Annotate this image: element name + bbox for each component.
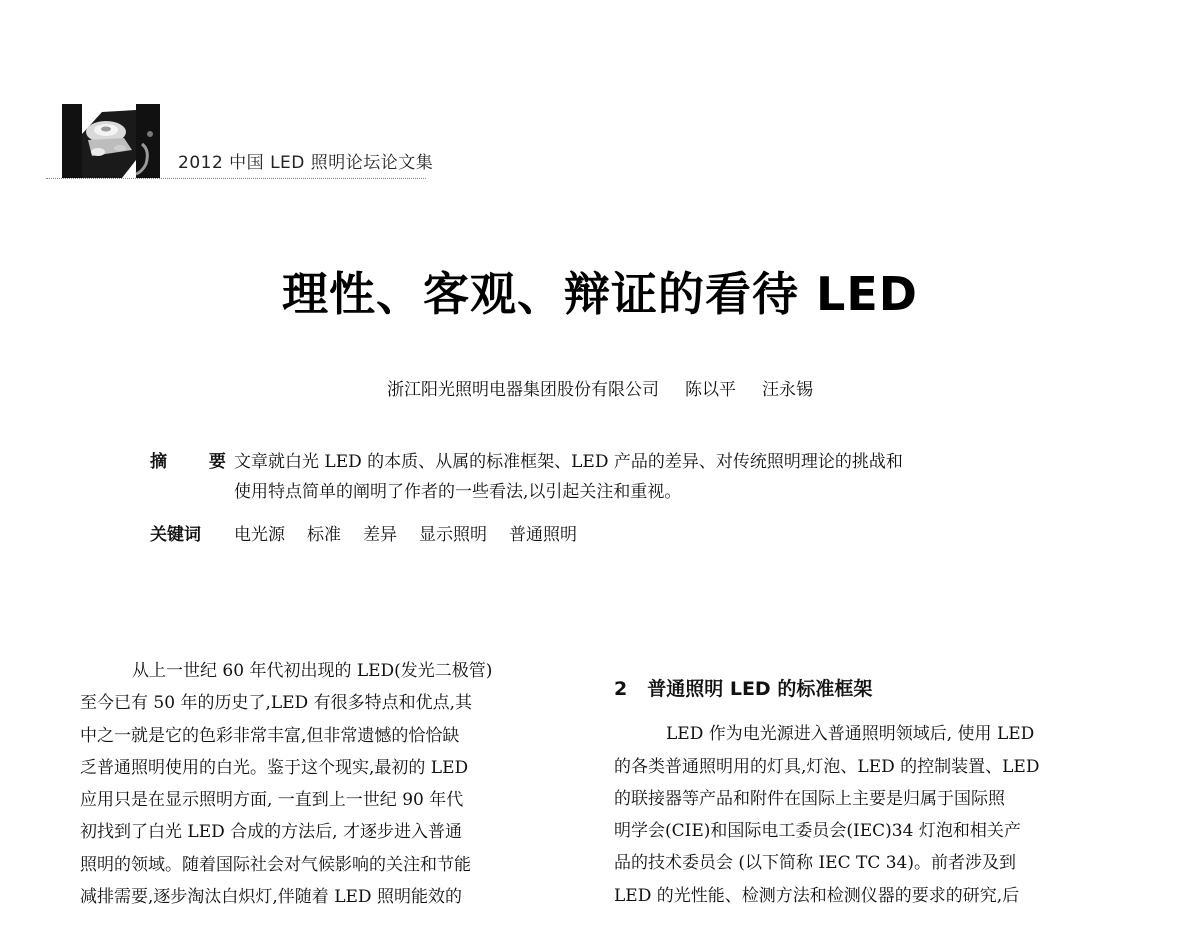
body-line: 明学会(CIE)和国际电工委员会(IEC)34 灯泡和相关产 [614,821,1021,842]
section-number: 2 [614,678,628,700]
author-name: 陈以平 [685,380,736,400]
body-line: 照明的领域。随着国际社会对气候影响的关注和节能 [80,854,471,875]
section-title: 普通照明 LED 的标准框架 [647,678,873,700]
body-line: 的各类普通照明用的灯具,灯泡、LED 的控制装置、LED [614,756,1040,777]
keywords-label: 关键词 [150,525,201,545]
body-line: 从上一世纪 60 年代初出现的 LED(发光二极管) [132,661,493,681]
keyword: 普通照明 [509,525,577,545]
keyword: 显示照明 [419,525,487,545]
abstract-line: 文章就白光 LED 的本质、从属的标准框架、LED 产品的差异、对传统照明理论的挑战和 [234,452,903,472]
author-name: 汪永锡 [762,380,813,400]
left-column-body [80,655,580,913]
body-line: 减排需要,逐步淘汰白炽灯,伴随着 LED 照明能效的 [80,887,462,908]
right-column-body [614,655,1094,912]
body-line: LED 的光性能、检测方法和检测仪器的要求的研究,后 [614,885,1020,906]
body-line: 初找到了白光 LED 合成的方法后, 才逐步进入普通 [80,822,462,843]
keyword: 标准 [307,525,341,545]
section-heading [614,673,1094,705]
abstract-label: 摘 要 [150,452,244,472]
body-line: 应用只是在显示照明方面, 一直到上一世纪 90 年代 [80,790,464,811]
body-line: LED 作为电光源进入普通照明领域后, 使用 LED [666,724,1035,745]
abstract-line: 使用特点简单的阐明了作者的一些看法,以引起关注和重视。 [234,482,682,502]
body-line: 品的技术委员会 (以下简称 IEC TC 34)。前者涉及到 [614,853,1016,874]
affiliation: 浙江阳光照明电器集团股份有限公司 [387,380,659,400]
proceedings-title: 2012 中国 LED 照明论坛论文集 [178,153,434,173]
body-line: 中之一就是它的色彩非常丰富,但非常遗憾的恰恰缺 [80,725,460,746]
body-line: 至今已有 50 年的历史了,LED 有很多特点和优点,其 [80,693,472,714]
header-divider [46,178,426,180]
body-line: 乏普通照明使用的白光。鉴于这个现实,最初的 LED [80,757,469,778]
keyword: 电光源 [234,525,285,545]
abstract [150,447,1050,507]
body-line: 的联接器等产品和附件在国际上主要是归属于国际照 [614,788,1005,809]
author-line [0,375,1200,400]
keywords [150,520,599,545]
keyword: 差异 [363,525,397,545]
led-lamp-photo-icon [62,104,160,178]
article-title: 理性、客观、辩证的看待 LED [282,267,918,321]
